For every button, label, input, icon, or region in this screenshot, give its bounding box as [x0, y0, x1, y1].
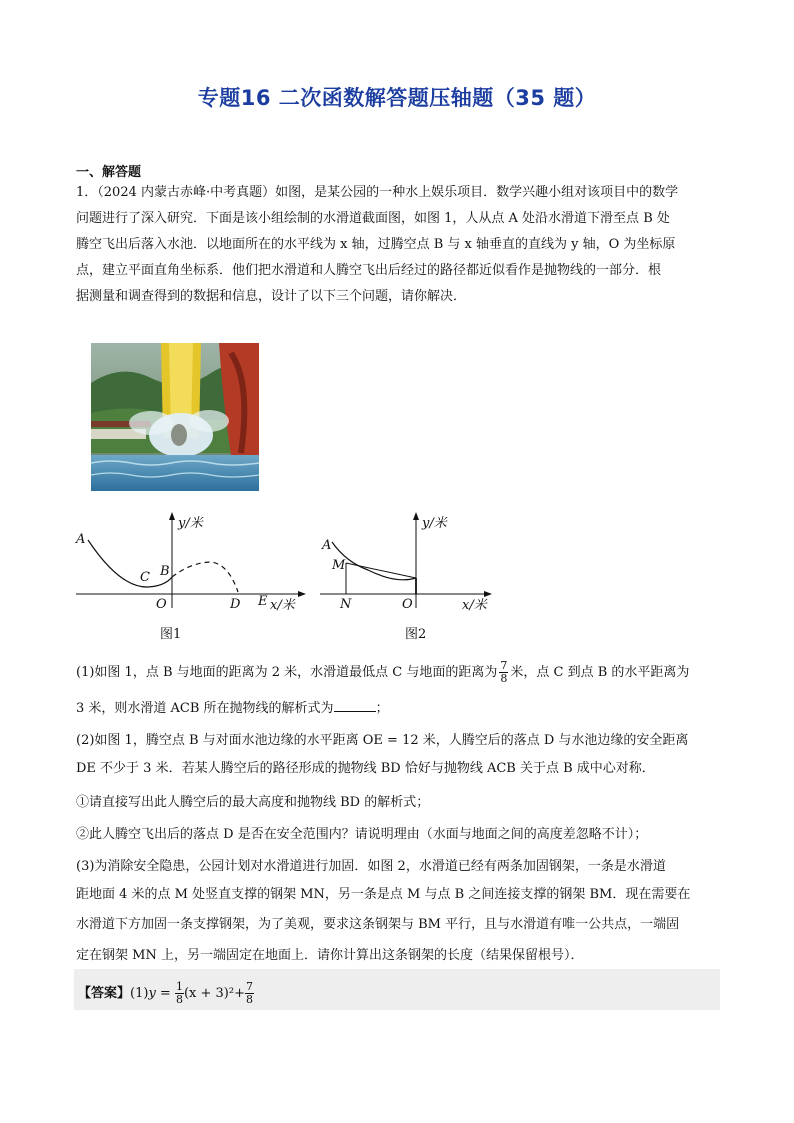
y-axis-label: y/米: [178, 516, 203, 531]
point-label-c: C: [140, 570, 150, 585]
part-1-text-c-line: [76, 697, 389, 716]
part-2-sub-2: ②此人腾空飞出后的落点 D 是否在安全范围内？请说明理由（水面与地面之间的高度差忽略不计）；: [76, 827, 648, 842]
part-2-text: DE 不少于 3 米．若某人腾空后的路径形成的抛物线 BD 恰好与抛物线 ACB 关于点 B 成中心对称．: [76, 761, 655, 776]
y-axis-label: y/米: [422, 516, 447, 531]
part-2-sub-1: ①请直接写出此人腾空后的最大高度和抛物线 BD 的解析式；: [76, 795, 430, 810]
fraction-numerator: 7: [500, 659, 508, 672]
fraction: [175, 981, 184, 1006]
figure-1-diagram: [70, 508, 310, 618]
x-axis-label: x/米: [462, 598, 487, 613]
answer-lhs: y =: [148, 986, 171, 1001]
fraction-denominator: 8: [500, 672, 508, 685]
figure-1-caption: 图1: [160, 627, 182, 642]
part-1-text-d: ；: [375, 701, 389, 716]
x-axis-label: x/米: [270, 598, 295, 613]
answer-blank: [334, 699, 376, 712]
figure-2-diagram: [316, 508, 496, 618]
part-1-text-a: (1)如图 1，点 B 与地面的距离为 2 米，水滑道最低点 C 与地面的距离为: [76, 665, 498, 680]
question-text: 点，建立平面直角坐标系．他们把水滑道和人腾空飞出后经过的路径都近似看作是抛物线的一部分．根: [76, 263, 662, 278]
answer-box: [74, 969, 720, 1010]
point-label-n: N: [340, 597, 352, 612]
fraction-numerator: 7: [245, 980, 253, 993]
point-label-d: D: [230, 597, 241, 612]
part-2-text: (2)如图 1，腾空点 B 与对面水池边缘的水平距离 OE = 12 米，人腾空后的落点 D 与水池边缘的安全距离: [76, 733, 689, 748]
question-text: 据测量和调查得到的数据和信息，设计了以下三个问题，请你解决．: [76, 289, 467, 304]
answer-part: (1): [130, 986, 149, 1001]
water-slide-photo: [91, 343, 259, 491]
part-3-text: 水滑道下方加固一条支撑钢架，为了美观，要求这条钢架与 BM 平行，且与水滑道有唯一公共点，一端固: [76, 917, 680, 932]
point-label-b: B: [160, 564, 170, 579]
answer-mid: (x + 3)²+: [183, 986, 245, 1001]
answer-label: 【答案】: [78, 986, 131, 1001]
question-text: 1．（2024 内蒙古赤峰·中考真题）如图，是某公园的一种水上娱乐项目．数学兴趣小组对该项目中的数学: [76, 185, 679, 200]
fraction: [245, 981, 254, 1006]
point-label-a: A: [322, 538, 332, 553]
point-label-a: A: [76, 532, 86, 547]
part-3-text: (3)为消除安全隐患，公园计划对水滑道进行加固．如图 2，水滑道已经有两条加固钢架，一条是水滑道: [76, 859, 666, 874]
page-title: 专题16 二次函数解答题压轴题（35 题）: [197, 86, 597, 110]
fraction-denominator: 8: [245, 993, 253, 1006]
point-label-m: M: [332, 558, 346, 573]
part-1-text-b: 米，点 C 到点 B 的水平距离为: [510, 665, 690, 680]
question-text: 腾空飞出后落入水池．以地面所在的水平线为 x 轴，过腾空点 B 与 x 轴垂直的直线为 y 轴，O 为坐标原: [76, 237, 676, 252]
part-1-text-c: 3 米，则水滑道 ACB 所在抛物线的解析式为: [76, 701, 334, 716]
fraction: [499, 660, 508, 685]
point-label-e: E: [258, 594, 268, 609]
fraction-numerator: 1: [175, 980, 183, 993]
part-3-text: 定在钢架 MN 上，另一端固定在地面上．请你计算出这条钢架的长度（结果保留根号）．: [76, 948, 584, 963]
fraction-denominator: 8: [175, 993, 183, 1006]
figure-2-caption: 图2: [405, 627, 427, 642]
section-heading: 一、解答题: [76, 165, 142, 180]
part-1-text: [76, 660, 689, 685]
question-text: 问题进行了深入研究．下面是该小组绘制的水滑道截面图，如图 1，人从点 A 处沿水滑道下滑至点 B 处: [76, 211, 670, 226]
point-label-o: O: [402, 597, 413, 612]
answer-text: [78, 981, 254, 1006]
point-label-o: O: [156, 597, 167, 612]
part-3-text: 距地面 4 米的点 M 处竖直支撑的钢架 MN，另一条是点 M 与点 B 之间连接支撑的钢架 BM．现在需要在: [76, 887, 691, 902]
